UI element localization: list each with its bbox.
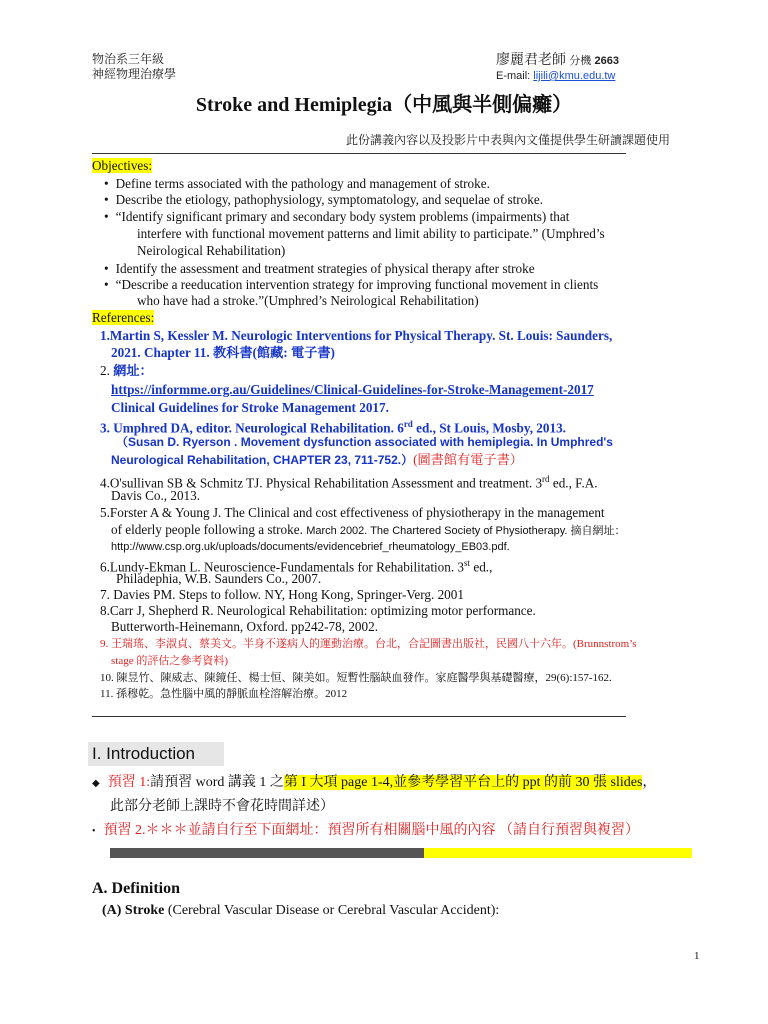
- references-heading: References:: [92, 310, 155, 325]
- reference-3-chapter: （Susan D. Ryerson . Movement dysfunction associated with hemiplegia. In Umphred's: [116, 435, 613, 449]
- reference-2-title: Clinical Guidelines for Stroke Management 2017.: [111, 400, 389, 415]
- objectives-heading: Objectives:: [92, 158, 153, 173]
- objective-item: • “Identify significant primary and secondary body system problems (impairments) that: [104, 209, 569, 225]
- reference-6-cont: Philadephia, W.B. Saunders Co., 2007.: [116, 571, 322, 586]
- reference-5: 5.Forster A & Young J. The Clinical and cost effectiveness of physiotherapy in the management: [100, 505, 605, 520]
- reference-9: 9. 王瑞瑤、李淑貞、蔡美文。半身不遂病人的運動治療。台北，合記圖書出版社，民國八十六年。(Brunnstrom’s: [100, 638, 637, 650]
- divider-top: [92, 153, 626, 154]
- reference-8-cont: Butterworth-Heinemann, Oxford. pp242-78, 2002.: [111, 619, 378, 634]
- objective-item: • “Describe a reeducation intervention strategy for improving functional movement in clients: [104, 277, 598, 293]
- reference-3-cont: Neurological Rehabilitation, CHAPTER 23, 711-752.）(圖書館有電子書）: [111, 452, 523, 467]
- reference-4-cont: Davis Co., 2013.: [111, 488, 201, 503]
- reference-8: 8.Carr J, Shepherd R. Neurological Rehabilitation: optimizing motor performance.: [100, 603, 536, 618]
- reference-5-url: http://www.csp.org.uk/uploads/documents/evidencebrief_rheumatology_EB03.pdf.: [111, 541, 510, 553]
- url-label: 網址：: [113, 363, 153, 378]
- page-title: Stroke and Hemiplegia（中風與半側偏癱）: [195, 94, 573, 116]
- reference-6: 6.Lundy-Ekman L. Neuroscience-Fundamentals for Rehabilitation. 3st ed.,: [100, 558, 493, 575]
- reference-10: 10. 陳昱竹、陳威志、陳鏡任、楊士恒、陳美如。短暫性腦缺血發作。家庭醫學與基礎醫療，29(6):157-162.: [100, 672, 612, 684]
- stroke-definition: (A) Stroke (Cerebral Vascular Disease or Cerebral Vascular Accident):: [102, 903, 500, 918]
- reference-2-num: 2.: [100, 363, 110, 378]
- guideline-url-link[interactable]: https://informme.org.au/Guidelines/Clinical-Guidelines-for-Stroke-Management-2017: [111, 382, 594, 397]
- reference-5-cont: of elderly people following a stroke. March 2002. The Chartered Society of Physiotherapy. 摘自網址：: [111, 522, 626, 537]
- course-label: 神經物理治療學: [92, 67, 177, 81]
- reference-1-cont: 2021. Chapter 11. 教科書(館藏: 電子書): [111, 345, 335, 360]
- ext-label: 分機: [569, 55, 592, 67]
- reference-9-cont: stage 的評估之參考資料): [111, 655, 229, 667]
- email-link[interactable]: lijili@kmu.edu.tw: [533, 70, 616, 82]
- objective-item: • Define terms associated with the pathology and management of stroke.: [104, 176, 490, 192]
- diamond-bullet-icon: ◆: [92, 778, 100, 789]
- usage-note: 此份講義內容以及投影片中表與內文僅提供學生研讀課題使用: [345, 133, 670, 147]
- teacher-name: 廖麗君老師: [496, 53, 566, 68]
- page-number: 1: [694, 950, 700, 962]
- course-info: [92, 52, 176, 82]
- definition-heading: A. Definition: [92, 880, 180, 897]
- objective-item-cont: who have had a stroke.”(Umphred’s Neirological Rehabilitation): [137, 293, 479, 308]
- dept-label: 物治系三年級: [92, 52, 165, 66]
- teacher-info: [496, 52, 619, 84]
- objective-item-cont: Neirological Rehabilitation): [137, 243, 286, 258]
- section-heading-introduction: I. Introduction: [88, 742, 224, 766]
- bullet-icon: •: [92, 826, 96, 837]
- ext-number: 2663: [594, 55, 619, 67]
- email-label: E-mail:: [496, 70, 531, 82]
- reference-3: 3. Umphred DA, editor. Neurological Rehabilitation. 6rd ed., St Louis, Mosby, 2013.: [100, 419, 566, 436]
- prep-item-2: • 預習 2.＊＊＊並請自行至下面網址：預習所有相關腦中風的內容 （請自行預習與複習）: [92, 823, 640, 838]
- redacted-url-bar: [110, 848, 692, 858]
- reference-11: 11. 孫穆乾。急性腦中風的靜脈血栓溶解治療。2012: [100, 688, 348, 700]
- objective-item-cont: interfere with functional movement patterns and limit ability to participate.” (Umphred’s: [137, 226, 605, 241]
- objective-item: • Describe the etiology, pathophysiology, symptomatology, and sequelae of stroke.: [104, 192, 543, 208]
- prep-item-1-cont: 此部分老師上課時不會花時間詳述）: [110, 799, 334, 814]
- reference-1: 1.Martin S, Kessler M. Neurologic Interventions for Physical Therapy. St. Louis: Saunders,: [100, 328, 613, 343]
- objective-item: • Identify the assessment and treatment strategies of physical therapy after stroke: [104, 261, 535, 277]
- reference-2: [100, 363, 153, 379]
- prep-item-1: ◆ 預習 1:請預習 word 講義 1 之第 I 大項 page 1-4,並參考學習平台上的 ppt 的前 30 張 slides，: [92, 775, 657, 790]
- reference-4: 4.O'sullivan SB & Schmitz TJ. Physical Rehabilitation Assessment and treatment. 3rd ed., F.A.: [100, 474, 598, 491]
- reference-7: 7. Davies PM. Steps to follow. NY, Hong Kong, Springer-Verg. 2001: [100, 587, 464, 602]
- divider-bottom: [92, 716, 626, 717]
